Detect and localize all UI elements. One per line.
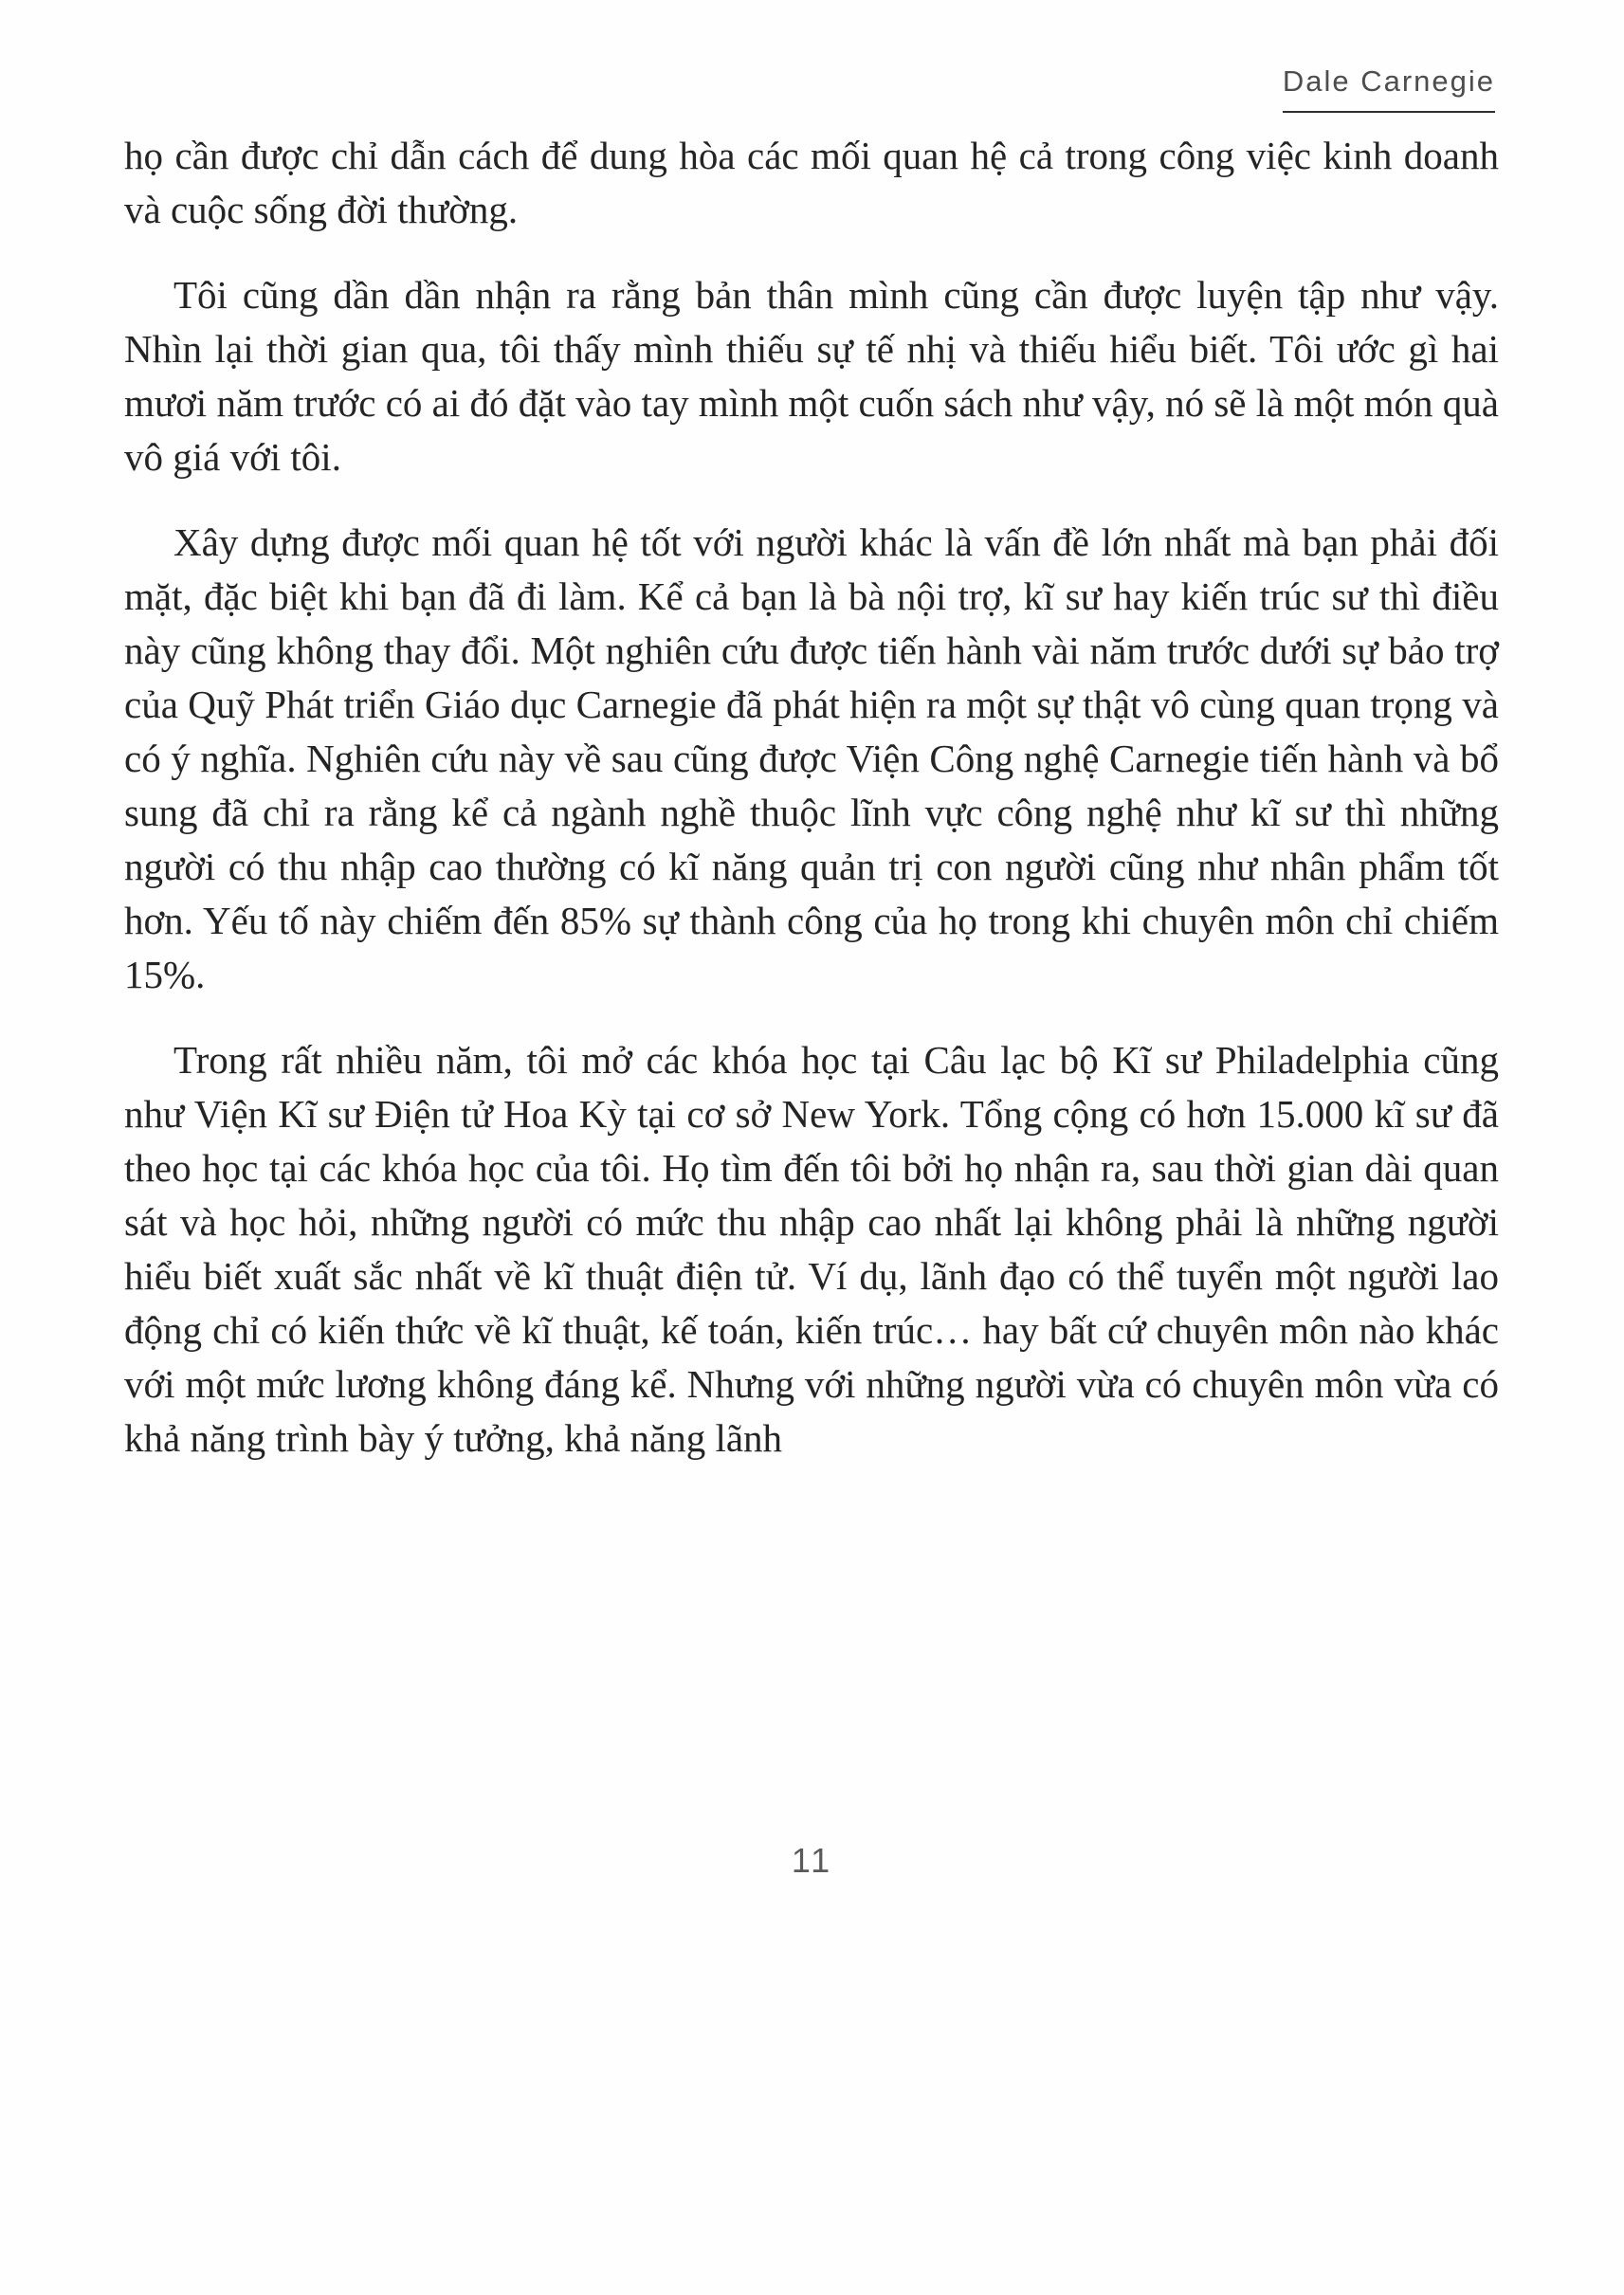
page-header	[1283, 64, 1495, 113]
page-body	[124, 129, 1499, 1497]
running-header-author: Dale Carnegie	[1283, 64, 1495, 113]
page-number: 11	[791, 1841, 833, 1880]
paragraph: Tôi cũng dần dần nhận ra rằng bản thân mình cũng cần được luyện tập như vậy. Nhìn lại thời gian qua, tôi thấy mình thiếu sự tế nhị và thiếu hiểu biết. Tôi ước gì hai mươi năm trước có ai đó đặt vào tay mình một cuốn sách như vậy, nó sẽ là một món quà vô giá với tôi.	[124, 273, 1499, 479]
paragraph: họ cần được chỉ dẫn cách để dung hòa các mối quan hệ cả trong công việc kinh doanh và cuộc sống đời thường.	[124, 134, 1499, 231]
paragraph: Xây dựng được mối quan hệ tốt với người khác là vấn đề lớn nhất mà bạn phải đối mặt, đặc biệt khi bạn đã đi làm. Kể cả bạn là bà nội trợ, kĩ sư hay kiến trúc sư thì điều này cũng không thay đổi. Một nghiên cứu được tiến hành vài năm trước dưới sự bảo trợ của Quỹ Phát triển Giáo dục Carnegie đã phát hiện ra một sự thật vô cùng quan trọng và có ý nghĩa. Nghiên cứu này về sau cũng được Viện Công nghệ Carnegie tiến hành và bổ sung đã chỉ ra rằng kể cả ngành nghề thuộc lĩnh vực công nghệ như kĩ sư thì những người có thu nhập cao thường có kĩ năng quản trị con người cũng như nhân phẩm tốt hơn. Yếu tố này chiếm đến 85% sự thành công của họ trong khi chuyên môn chỉ chiếm 15%.	[124, 520, 1499, 996]
paragraph: Trong rất nhiều năm, tôi mở các khóa học tại Câu lạc bộ Kĩ sư Philadelphia cũng như Viện Kĩ sư Điện tử Hoa Kỳ tại cơ sở New York. Tổng cộng có hơn 15.000 kĩ sư đã theo học tại các khóa học của tôi. Họ tìm đến tôi bởi họ nhận ra, sau thời gian dài quan sát và học hỏi, những người có mức thu nhập cao nhất lại không phải là những người hiểu biết xuất sắc nhất về kĩ thuật điện tử. Ví dụ, lãnh đạo có thể tuyển một người lao động chỉ có kiến thức về kĩ thuật, kế toán, kiến trúc… hay bất cứ chuyên môn nào khác với một mức lương không đáng kể. Nhưng với những người vừa có chuyên môn vừa có khả năng trình bày ý tưởng, khả năng lãnh	[124, 1038, 1499, 1460]
